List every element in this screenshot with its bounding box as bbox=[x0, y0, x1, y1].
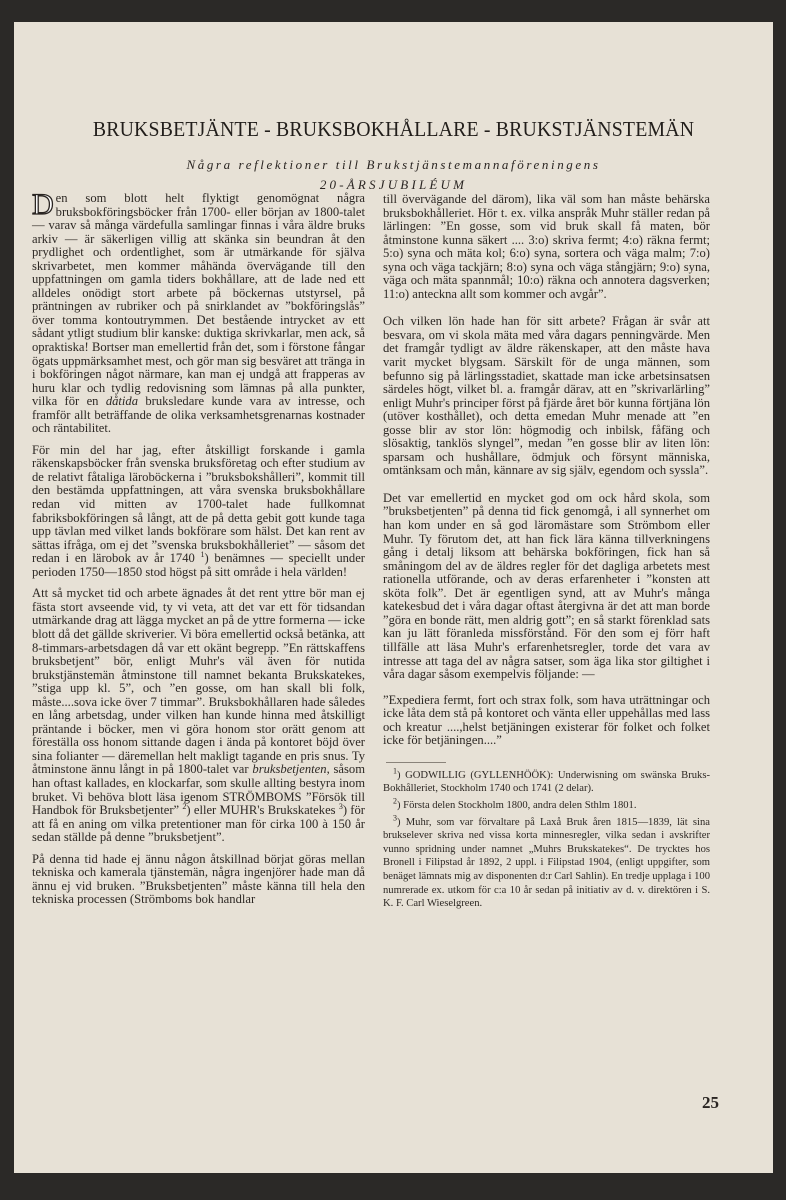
footnote: $^2$) Första delen Stockholm 1800, andra delen Sthlm 1801. bbox=[393, 796, 637, 811]
paragraph: Den som blott helt flyktigt genomögnat några bruksbokföringsböcker från 1700- eller början av 1800-talet — varav så många värdefulla samlingar finnas i våra äldre bruks arkiv — är säkerligen villig att skänka sin beundran åt den prydlighet och ordentlighet, som är utmärkande för själva skrivarbetet, men kommer måhända övervägande till den uppfattningen om gamla tiders bokhållare, att de lade ned ett alldeles onödigt stort arbete på böckernas utstyrsel, på präntningen av rubriker och på snirklandet av ”bokföringslås” över tomma kontoutrymmen. Det bestående intrycket av ett sådant ytligt studium blir kanske: duktiga skrivkarlar, men ack, så opraktiska! Bortser man emellertid från det, som i förstone fångar ögats uppmärksamhet mest, och gör man sig besväret att tränga in i bokföringen något närmare, kan man ej undgå att frapperas av huru klar och tydlig redovisning som lämnas på alla punkter, vilka för en dåtida bruksledare kunde vara av intresse, och framför allt beträffande de olika verksamhetsgrenarnas kostnader och räntabilitet. bbox=[32, 188, 365, 436]
left-column bbox=[32, 188, 366, 915]
right-column bbox=[383, 193, 710, 914]
paragraph: till övervägande del därom), lika väl som han måste behärska bruksbokhålleriet. Hör t. ex. vilka anspråk Muhr ställer redan på lärlingen: ”En gosse, som vid bruk skall få maten, bör åtminstone kunna säkert .... 3:o) skriva fermt; 4:o) räkna fermt; 5:o) syna och mäta kol; 6:o) syna, sortera och väga malm; 7:o) syna och väga tackjärn; 8:o) syna och väga stångjärn; 9:o) syna, väga och mäta spannmål; 10:o) räkna och annotera dagsverken; 11:o) anteckna allt som kommer och avgår”. bbox=[383, 192, 710, 301]
paragraph: För min del har jag, efter åtskilligt forskande i gamla räkenskapsböcker från svenska bruksföretag och efter studium av de relativt fåtaliga läroböckerna i ”bruksbokshålleri”, kommit till den bestämda uppfattningen, att våra svenska bruksbokhållare redan vid mitten av 1700-talet hade fullkomnat fabriksbokföringen så långt, att de på detta gebit gott kunde taga upp tävlan med vilket lands bokförare som hälst. Det kan rent av sättas ifråga, om ej det ”svenska bruksbokhålleriet” — såsom det redan i en lärobok av år 1740 $^1$) benämnes — speciellt under perioden 1750—1850 stod högst på sitt område i hela världen! bbox=[32, 442, 366, 579]
footnote-ref[interactable]: 3 bbox=[338, 801, 343, 811]
footnote: $^1$) GODWILLIG (GYLLENHÖÖK): Underwisning om swänska Bruks-Bokhålleriet, Stockholm 1740 och 1741 (2 delar). bbox=[383, 766, 710, 795]
paragraph: Att så mycket tid och arbete ägnades åt det rent yttre bör man ej fästa stort avseende vid, ty vi veta, att det var ett för tidsandan utmärkande drag att lägga mycket an på de yttre formerna — icke blott då det gällde skriverier. Vi böra emellertid också betänka, att 8-timmars-arbetsdagen då var ett okänt begrepp. ”En rättskaffens bruksbetjent” bör, enligt Muhr's väl även för nutida brukstjänstemän åtminstone till namnet bekanta Brukskatekes, ”stiga upp kl. 5”, och ”en gosse, om han skall bli folk, måste....sova icke över 7 timmar”. Bruksbokhållaren hade således en lång arbetsdag, under vilken han kunde hinna med åtskilligt präntande i böcker, men vi göra honom stor orätt genom att föreställa oss honom sittande dagen i ända på kontoret böjd över sina folianter — däremellan helt makligt tagande en pris snus. Ty åtminstone ännu långt in på 1800-talet var bruksbetjenten, såsom han oftast kallades, en klockarfar, som skulle allting bestyra inom bruket. Vi behöva blott läsa igenom STRÖMBOMS ”Försök till Handbok för Bruksbetjenter” $^2$) eller MUHR's Brukskatekes $^3$) för att få en aning om vilka pretentioner man för cirka 100 à 150 år sedan ställde på denne ”bruksbetjent”. bbox=[32, 586, 366, 845]
paragraph: På denna tid hade ej ännu någon åtskillnad börjat göras mellan tekniska och kamerala tjänstemän, några ingenjörer hade man då ännu ej vid bruken. ”Bruksbetjenten” måste känna till hela den tekniska processen (Strömboms bok handlar bbox=[32, 851, 365, 907]
page-number: 25 bbox=[702, 1093, 719, 1112]
document-page bbox=[14, 22, 773, 1173]
article-subtitle: Några reflektioner till Brukstjänstemannaföreningens bbox=[186, 157, 601, 172]
drop-cap: D bbox=[32, 188, 54, 221]
paragraph: Det var emellertid en mycket god om ock hård skola, som ”bruksbetjenten” på denna tid fick genomgå, i all synnerhet om han kom under en så god läromästare som Strömbom eller Muhr. Ty förutom det, att han fick lära känna tillverkningens gång i detalj liksom att behärska bokföringen, fick han så småningom del av de äldres regler för det dagliga arbetets mest rationella utförande, och av deras erfarenheter i ”konsten att sköta folk”. Det är egentligen synd, att av Muhr's många katekesbud det i våra dagar oftast återgivna är det att man borde ”göra en bonde rätt, men aldrig gott”; en så starkt förenklad sats kan ju lätt föranleda missförstånd. För den som ej förr haft tillfälle att läsa Muhr's erfarenhetsregler, torde det vara av intresse att taga del av några satser, som äga lika stor giltighet i våra dagar såsom exempelvis följande: — bbox=[383, 490, 710, 682]
article-subtitle-jubilee: 20-ÅRSJUBILÉUM bbox=[319, 177, 468, 192]
article-title: BRUKSBETJÄNTE - BRUKSBOKHÅLLARE - BRUKSTJÄNSTEMÄN bbox=[92, 117, 695, 141]
emphasis: bruksbetjenten bbox=[252, 762, 327, 777]
footnote-ref[interactable]: 1 bbox=[200, 550, 205, 560]
footnote-ref[interactable]: 2 bbox=[182, 801, 187, 811]
footnote-divider bbox=[386, 762, 446, 763]
footnote: $^3$) Muhr, som var förvaltare på Laxå Bruk åren 1815—1839, lät sina brukselever skriva ned vissa korta minnesregler, vilka sedan i avskrifter vunno spridning under namnet „Muhrs Brukskatekes“. De trycktes hos Bronell i Filipstad år 1892, 2 uppl. i Filipstad 1904, (enligt uppgifter, som benäget lämnats mig av disponenten d:r Carl Sahlin). En tredje upplaga i 100 numrerade ex. utkom för c:a 10 år sedan på initiativ av d. v. direktören i S. K. F. Carl Wieselgreen. bbox=[383, 813, 710, 910]
paragraph: Och vilken lön hade han för sitt arbete? Frågan är svår att besvara, om vi skola mäta med våra dagars penningvärde. Men det framgår tydligt av äldre räkenskaper, att den måste hava varit mycket blygsam. Särskilt för de unga männen, som befunno sig på lärlingsstadiet, skattade man icke arbetsinsatsen särdeles högt, vilket bl. a. framgår därav, att en ”skrivarlärling” enligt Muhr's principer först på fjärde året bör kunna förtjäna lön (utöver kosthållet), och detta emedan Muhr menade att ”en gosse blir av stor lön: högmodig och inbilsk, fåfäng och slösaktig, tanklös slyngel”, medan ”en gosse blir av liten lön: sparsam och hushållare, ödmjuk och försynt människa, omtänksam och mån, kännare av sig själv, egendom och syssla”. bbox=[383, 314, 710, 478]
emphasis: dåtida bbox=[105, 394, 138, 409]
block-quote: ”Expediera fermt, fort och strax folk, som hava uträttningar och icke låta dem stå på kontoret och vänta eller uppehållas med lass och kreatur ....,helst betjäningen existerar för folket och folket icke för betjäningen....” bbox=[383, 692, 710, 748]
